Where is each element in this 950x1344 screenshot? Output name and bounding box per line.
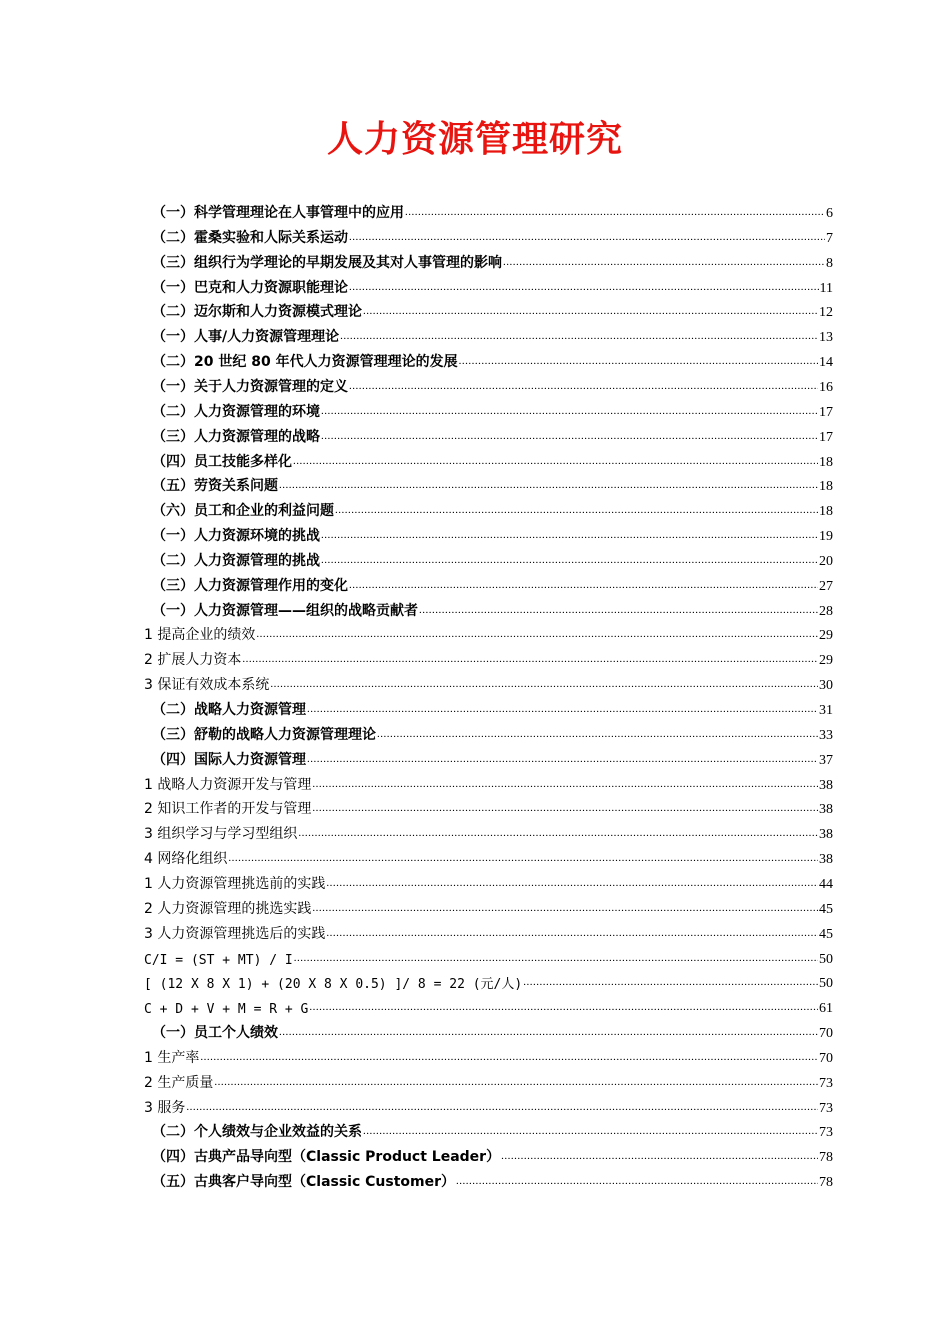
toc-leader-dots [419, 603, 818, 617]
toc-entry[interactable] [152, 225, 833, 250]
toc-entry-label: 3 服务 [144, 1099, 186, 1116]
toc-entry-label: 2 生产质量 [144, 1074, 214, 1091]
toc-leader-dots [503, 255, 825, 269]
toc-entry-label: （一）员工个人绩效 [152, 1025, 278, 1042]
toc-entry[interactable] [152, 498, 833, 523]
toc-entry[interactable] [152, 424, 833, 449]
toc-entry[interactable] [152, 250, 833, 275]
toc-entry-label: （一）人事/人力资源管理理论 [152, 329, 340, 346]
toc-entry-label: （三）组织行为学理论的早期发展及其对人事管理的影响 [152, 254, 502, 271]
toc-entry-label: 1 提高企业的绩效 [144, 627, 256, 644]
toc-entry-label: （二）个人绩效与企业效益的关系 [152, 1124, 362, 1141]
toc-entry[interactable] [144, 871, 833, 896]
toc-entry[interactable] [144, 946, 833, 971]
toc-entry-page-number: 17 [819, 404, 833, 420]
toc-entry[interactable] [152, 523, 833, 548]
toc-entry-label: （四）国际人力资源管理 [152, 751, 306, 768]
toc-entry-label: 1 人力资源管理挑选前的实践 [144, 875, 326, 892]
toc-entry-label: （五）古典客户导向型（Classic Customer） [152, 1174, 456, 1191]
toc-entry-page-number: 27 [819, 578, 833, 594]
toc-entry-page-number: 17 [819, 429, 833, 445]
toc-leader-dots [459, 354, 818, 368]
toc-entry-label: 3 人力资源管理挑选后的实践 [144, 925, 326, 942]
document-title: 人力资源管理研究 [326, 119, 623, 160]
toc-entry-label: （一）关于人力资源管理的定义 [152, 378, 348, 395]
toc-entry[interactable] [152, 200, 833, 225]
toc-leader-dots [349, 578, 818, 592]
toc-entry-page-number: 13 [819, 330, 833, 346]
toc-leader-dots [279, 1025, 818, 1039]
toc-entry[interactable] [152, 722, 833, 747]
toc-entry-label: 3 保证有效成本系统 [144, 677, 270, 694]
toc-entry-page-number: 73 [819, 1100, 833, 1116]
toc-leader-dots [307, 702, 818, 716]
toc-leader-dots [349, 230, 825, 244]
toc-leader-dots [228, 851, 818, 865]
toc-leader-dots [326, 926, 818, 940]
toc-leader-dots [200, 1050, 818, 1064]
toc-entry-page-number: 38 [819, 802, 833, 818]
toc-entry-page-number: 18 [819, 479, 833, 495]
toc-entry-page-number: 14 [819, 355, 833, 371]
toc-entry-page-number: 70 [819, 1050, 833, 1066]
toc-entry-label: C/I = (ST + MT) / I [144, 952, 293, 968]
toc-entry-page-number: 45 [819, 926, 833, 942]
toc-leader-dots [349, 280, 819, 294]
toc-entry[interactable] [152, 449, 833, 474]
toc-leader-dots [326, 876, 818, 890]
toc-entry-page-number: 6 [826, 206, 833, 221]
toc-entry-page-number: 30 [819, 678, 833, 694]
toc-entry-label: （二）战略人力资源管理 [152, 702, 306, 718]
toc-entry-page-number: 44 [819, 876, 833, 892]
toc-entry-page-number: 61 [819, 1001, 833, 1017]
toc-entry-label: 4 网络化组织 [144, 851, 228, 868]
toc-leader-dots [523, 975, 818, 989]
toc-entry[interactable] [152, 399, 833, 424]
toc-entry-label: （三）人力资源管理作用的变化 [152, 577, 348, 594]
toc-entry[interactable] [152, 548, 833, 573]
toc-entry-label: （二）迈尔斯和人力资源模式理论 [152, 304, 362, 321]
toc-entry[interactable] [152, 374, 833, 399]
toc-leader-dots [377, 727, 818, 741]
toc-entry-page-number: 73 [819, 1075, 833, 1091]
toc-entry[interactable] [152, 598, 833, 623]
toc-leader-dots [363, 1124, 818, 1138]
toc-leader-dots [340, 329, 818, 343]
toc-entry[interactable] [152, 747, 833, 772]
toc-entry-label: （二）霍桑实验和人际关系运动 [152, 229, 348, 246]
toc-entry-label: 2 人力资源管理的挑选实践 [144, 900, 312, 917]
toc-leader-dots [456, 1174, 818, 1188]
toc-entry[interactable] [144, 970, 833, 995]
toc-entry-page-number: 18 [819, 504, 833, 520]
toc-leader-dots [279, 478, 818, 492]
toc-entry-page-number: 11 [819, 280, 833, 296]
toc-entry-page-number: 38 [819, 777, 833, 793]
toc-entry-page-number: 16 [819, 379, 833, 395]
toc-entry-page-number: 70 [819, 1026, 833, 1042]
toc-entry[interactable] [152, 1119, 833, 1144]
toc-entry[interactable] [152, 349, 833, 374]
toc-leader-dots [256, 627, 818, 641]
toc-entry-label: （三）人力资源管理的战略 [152, 428, 320, 445]
toc-entry-label: 1 战略人力资源开发与管理 [144, 776, 312, 793]
toc-entry-label: （三）舒勒的战略人力资源管理理论 [152, 726, 376, 743]
toc-entry-page-number: 37 [819, 752, 833, 768]
toc-entry[interactable] [152, 697, 833, 722]
toc-entry-page-number: 28 [819, 603, 833, 619]
toc-entry[interactable] [144, 846, 833, 871]
toc-entry-label: （一）巴克和人力资源职能理论 [152, 279, 348, 296]
toc-entry[interactable] [152, 473, 833, 498]
toc-entry[interactable] [144, 622, 833, 647]
toc-entry-label: （二）20 世纪 80 年代人力资源管理理论的发展 [152, 354, 458, 371]
toc-entry-label: 2 扩展人力资本 [144, 652, 242, 669]
toc-leader-dots [214, 1075, 818, 1089]
toc-entry-page-number: 12 [819, 305, 833, 321]
toc-entry[interactable] [144, 821, 833, 846]
toc-entry[interactable] [144, 672, 833, 697]
toc-leader-dots [349, 379, 818, 393]
toc-entry-page-number: 50 [819, 951, 833, 967]
toc-entry-page-number: 29 [819, 653, 833, 669]
toc-entry-label: C + D + V + M = R + G [144, 1002, 309, 1018]
toc-leader-dots [363, 304, 818, 318]
toc-entry-label: （二）人力资源管理的环境 [152, 403, 320, 420]
toc-leader-dots [321, 429, 818, 443]
toc-leader-dots [312, 801, 818, 815]
toc-entry-label: （二）人力资源管理的挑战 [152, 552, 320, 569]
toc-entry-page-number: 8 [826, 255, 833, 271]
toc-entry[interactable] [144, 1070, 833, 1095]
toc-entry-page-number: 45 [819, 901, 833, 917]
toc-leader-dots [242, 652, 818, 666]
toc-entry-page-number: 38 [819, 852, 833, 868]
toc-leader-dots [307, 752, 818, 766]
toc-entry-label: （五）劳资关系问题 [152, 478, 278, 495]
toc-entry[interactable] [144, 772, 833, 797]
toc-entry-page-number: 33 [819, 727, 833, 743]
toc-leader-dots [293, 454, 818, 468]
toc-leader-dots [294, 951, 818, 965]
toc-entry-page-number: 7 [826, 230, 833, 246]
toc-entry-label: 2 知识工作者的开发与管理 [144, 801, 312, 818]
toc-entry-label: （一）科学管理理论在人事管理中的应用 [152, 205, 404, 221]
toc-entry-page-number: 78 [819, 1150, 833, 1166]
toc-entry-page-number: 29 [819, 628, 833, 644]
toc-entry-page-number: 19 [819, 529, 833, 545]
toc-entry[interactable] [152, 1144, 833, 1169]
toc-entry-page-number: 78 [819, 1175, 833, 1191]
toc-entry[interactable] [144, 896, 833, 921]
toc-entry[interactable] [152, 299, 833, 324]
toc-entry-label: （四）员工技能多样化 [152, 453, 292, 470]
toc-entry-label: [ (12 X 8 X 1) + (20 X 8 X 0.5) ]/ 8 = 22 (元/人) [144, 977, 523, 993]
toc-entry[interactable] [152, 275, 833, 300]
toc-entry-page-number: 18 [819, 454, 833, 470]
toc-leader-dots [405, 205, 825, 219]
toc-entry[interactable] [144, 921, 833, 946]
toc-leader-dots [501, 1149, 818, 1163]
toc-leader-dots [335, 503, 818, 517]
toc-entry[interactable] [144, 796, 833, 821]
toc-entry-label: 3 组织学习与学习型组织 [144, 826, 298, 843]
toc-entry[interactable] [152, 573, 833, 598]
toc-entry[interactable] [152, 1020, 833, 1045]
toc-entry[interactable] [152, 324, 833, 349]
toc-entry-label: （四）古典产品导向型（Classic Product Leader） [152, 1149, 501, 1166]
toc-leader-dots [321, 528, 818, 542]
toc-leader-dots [321, 404, 818, 418]
toc-leader-dots [321, 553, 818, 567]
toc-entry-page-number: 73 [819, 1125, 833, 1141]
toc-entry-page-number: 20 [819, 553, 833, 569]
toc-leader-dots [186, 1100, 818, 1114]
toc-leader-dots [298, 826, 818, 840]
toc-leader-dots [309, 1000, 818, 1014]
toc-entry[interactable] [144, 995, 833, 1020]
toc-entry-label: （六）员工和企业的利益问题 [152, 503, 334, 520]
toc-entry-label: （一）人力资源管理——组织的战略贡献者 [152, 602, 418, 619]
toc-entry-page-number: 31 [819, 703, 833, 718]
toc-entry[interactable] [152, 1169, 833, 1194]
toc-entry[interactable] [144, 1095, 833, 1120]
toc-leader-dots [270, 677, 818, 691]
toc-entry-page-number: 38 [819, 827, 833, 843]
toc-entry-page-number: 50 [819, 976, 833, 992]
toc-entry[interactable] [144, 647, 833, 672]
toc-leader-dots [312, 777, 818, 791]
toc-leader-dots [312, 901, 818, 915]
toc-entry-label: （一）人力资源环境的挑战 [152, 528, 320, 545]
toc-entry[interactable] [144, 1045, 833, 1070]
toc-entry-label: 1 生产率 [144, 1049, 200, 1066]
